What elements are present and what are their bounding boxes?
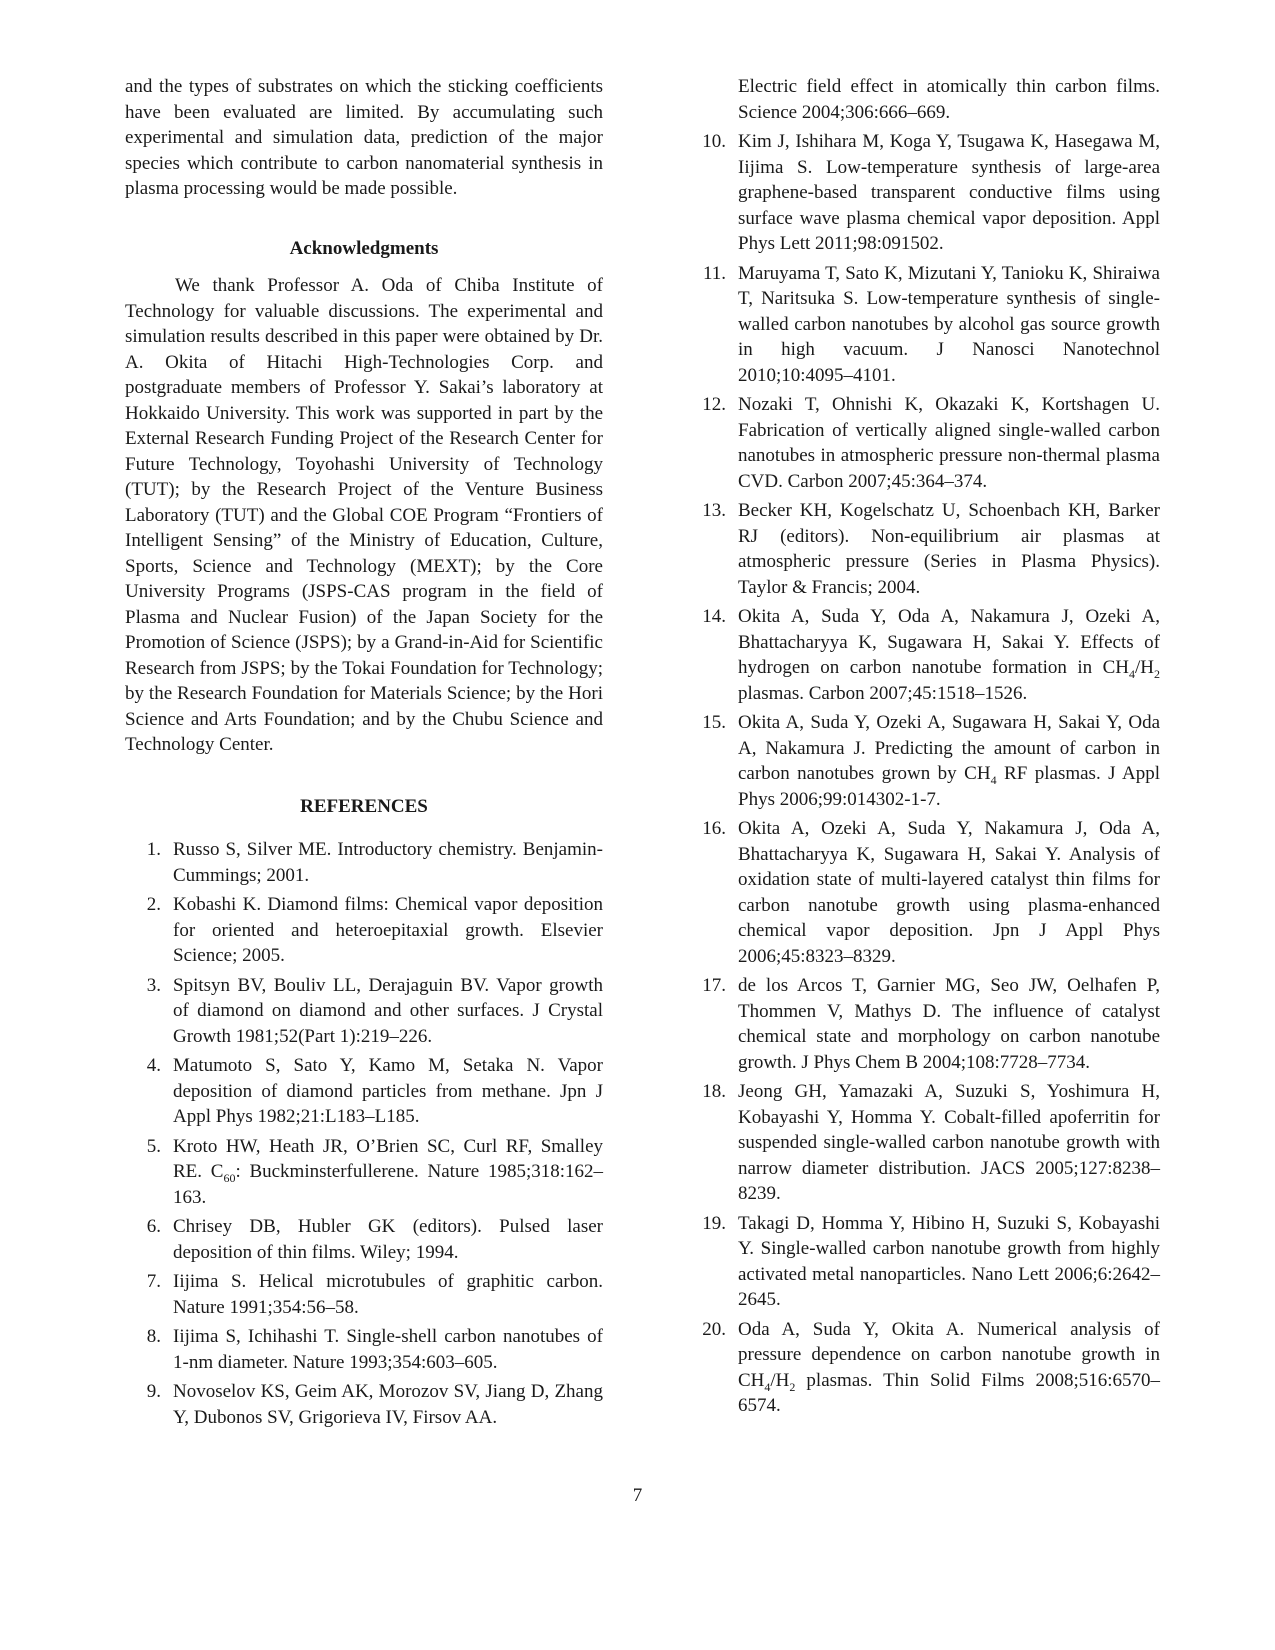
reference-text-pre: Okita A, Suda Y, Oda A, Nakamura J, Ozeki A, Bhattacharyya K, Sugawara H, Sakai Y. Effects of hydrogen on carbon nanotube formation in CH [738, 606, 1160, 678]
reference-number: 19. [702, 1212, 726, 1234]
reference-text: Takagi D, Homma Y, Hibino H, Suzuki S, Kobayashi Y. Single-walled carbon nanotube growth from highly activated metal nanoparticles. Nano Lett 2006;6:2642–2645. [738, 1212, 1160, 1310]
reference-number: 8. [146, 1326, 161, 1347]
reference-number: 4. [146, 1055, 161, 1076]
reference-text-post: plasmas. Thin Solid Films 2008;516:6570–6574. [738, 1369, 1160, 1416]
subscript: 4 [1129, 666, 1135, 681]
subscript: 4 [990, 772, 997, 787]
reference-item [125, 1134, 603, 1211]
reference-item [690, 498, 1160, 600]
reference-text-post: : Buckminsterfullerene. Nature 1985;318:162–163. [173, 1161, 604, 1208]
reference-number: 13. [702, 500, 726, 521]
acknowledgments-heading: Acknowledgments [289, 237, 439, 259]
reference-number: 10. [702, 131, 726, 152]
reference-number: 7. [146, 1271, 161, 1292]
reference-text: Maruyama T, Sato K, Mizutani Y, Tanioku K, Shiraiwa T, Naritsuka S. Low-temperature synthesis of single-walled carbon nanotubes by alcohol gas source growth in high vacuum. J Nanosci Nanotechnol 2010;10:4095–4101. [738, 262, 1160, 386]
reference-text: Okita A, Ozeki A, Suda Y, Nakamura J, Oda A, Bhattacharyya K, Sugawara H, Sakai Y. Analysis of oxidation state of multi-layered catalyst thin films for carbon nanotube growth using plasma-enhanced chemical vapor deposition. Jpn J Appl Phys 2006;45:8323–8329. [738, 818, 1160, 967]
reference-item [125, 1214, 603, 1265]
reference-text: Chrisey DB, Hubler GK (editors). Pulsed laser deposition of thin films. Wiley; 1994. [173, 1216, 603, 1263]
reference-list-right [690, 129, 1160, 1419]
reference-text-post: RF plasmas. J Appl Phys 2006;99:014302-1-7. [738, 763, 1160, 810]
reference-text: Jeong GH, Yamazaki A, Suzuki S, Yoshimura H, Kobayashi Y, Homma Y. Cobalt-filled apoferritin for suspended single-walled carbon nanotube growth with narrow diameter distribution. JACS 2005;127:8238–8239. [738, 1081, 1160, 1204]
reference-continuation: Electric field effect in atomically thin carbon films. Science 2004;306:666–669. [738, 76, 1160, 123]
reference-number: 1. [146, 839, 161, 860]
reference-number: 11. [702, 262, 726, 284]
reference-number: 3. [146, 974, 161, 996]
reference-item [690, 973, 1160, 1075]
reference-item [690, 1079, 1160, 1207]
reference-item [125, 1269, 603, 1320]
reference-number: 16. [702, 818, 726, 839]
subscript: 60 [223, 1170, 236, 1185]
reference-item [690, 1211, 1160, 1313]
reference-text-post: plasmas. Carbon 2007;45:1518–1526. [738, 682, 1028, 704]
reference-number: 2. [146, 894, 161, 915]
reference-item [125, 973, 603, 1050]
reference-number: 9. [146, 1381, 161, 1402]
reference-number: 20. [702, 1318, 726, 1340]
reference-text: Russo S, Silver ME. Introductory chemistry. Benjamin-Cummings; 2001. [173, 839, 603, 886]
reference-text: Iijima S, Ichihashi T. Single-shell carbon nanotubes of 1-nm diameter. Nature 1993;354:603–605. [173, 1326, 603, 1373]
reference-text-pre: Kroto HW, Heath JR, O’Brien SC, Curl RF, Smalley RE. C [173, 1135, 603, 1182]
reference-number: 17. [702, 975, 726, 996]
reference-number: 6. [146, 1216, 161, 1237]
reference-number: 15. [702, 712, 726, 733]
subscript: 2 [1154, 666, 1160, 681]
reference-number: 12. [702, 394, 726, 415]
reference-item [125, 837, 603, 888]
reference-item [125, 1379, 603, 1430]
reference-text: Kim J, Ishihara M, Koga Y, Tsugawa K, Hasegawa M, Iijima S. Low-temperature synthesis of large-area graphene-based transparent conductive films using surface wave plasma chemical vapor deposition. Appl Phys Lett 2011;98:091502. [738, 131, 1160, 254]
right-column [690, 74, 1160, 1423]
reference-number: 18. [702, 1081, 726, 1102]
reference-item [690, 261, 1160, 389]
references-heading: REFERENCES [300, 795, 428, 817]
reference-number: 5. [146, 1135, 161, 1157]
reference-text-mid: /H [1135, 657, 1154, 678]
reference-text-mid: /H [770, 1369, 790, 1391]
reference-text: de los Arcos T, Garnier MG, Seo JW, Oelhafen P, Thommen V, Mathys D. The influence of catalyst chemical state and morphology on carbon nanotube growth. J Phys Chem B 2004;108:7728–7734. [738, 975, 1160, 1073]
acknowledgments-text: We thank Professor A. Oda of Chiba Institute of Technology for valuable discussions. The experimental and simulation results described in this paper were obtained by Dr. A. Okita of Hitachi High-Technologies Corp. and postgraduate members of Professor Y. Sakai’s laboratory at Hokkaido University. This work was supported in part by the External Research Funding Project of the Research Center for Future Technology, Toyohashi University of Technology (TUT); by the Research Project of the Venture Business Laboratory (TUT) and the Global COE Program “Frontiers of Intelligent Sensing” of the Ministry of Education, Culture, Sports, Science and Technology (MEXT); by the Core University Programs (JSPS-CAS program in the field of Plasma and Nuclear Fusion) of the Japan Society for the Promotion of Science (JSPS); by a Grand-in-Aid for Scientific Research from JSPS; by the Tokai Foundation for Technology; by the Research Foundation for Materials Science; by the Hori Science and Arts Foundation; and by the Chubu Science and Technology Center. [125, 275, 603, 755]
reference-item [690, 129, 1160, 257]
reference-item [690, 392, 1160, 494]
reference-item [125, 1053, 603, 1130]
reference-text: Matumoto S, Sato Y, Kamo M, Setaka N. Vapor deposition of diamond particles from methane. Jpn J Appl Phys 1982;21:L183–L185. [173, 1055, 603, 1127]
reference-text-pre: Okita A, Suda Y, Ozeki A, Sugawara H, Sakai Y, Oda A, Nakamura J. Predicting the amount of carbon in carbon nanotubes grown by CH [738, 712, 1160, 784]
reference-text: Kobashi K. Diamond films: Chemical vapor deposition for oriented and heteroepitaxial growth. Elsevier Science; 2005. [173, 894, 603, 966]
subscript: 4 [764, 1379, 771, 1394]
reference-text: Novoselov KS, Geim AK, Morozov SV, Jiang D, Zhang Y, Dubonos SV, Grigorieva IV, Firsov AA. [173, 1381, 603, 1428]
reference-item [690, 1317, 1160, 1419]
subscript: 2 [789, 1379, 796, 1394]
reference-list-left [125, 837, 603, 1430]
page-number: 7 [632, 1485, 643, 1506]
reference-item [690, 604, 1160, 706]
intro-paragraph: and the types of substrates on which the sticking coefficients have been evaluated are limited. By accumulating such experimental and simulation data, prediction of the major species which contribute to carbon nanomaterial synthesis in plasma processing would be made possible. [125, 76, 603, 199]
reference-number: 14. [702, 606, 726, 627]
reference-text-pre: Oda A, Suda Y, Okita A. Numerical analysis of pressure dependence on carbon nanotube growth in CH [738, 1318, 1160, 1391]
reference-item [125, 1324, 603, 1375]
reference-text: Spitsyn BV, Bouliv LL, Derajaguin BV. Vapor growth of diamond on diamond and other surfaces. J Crystal Growth 1981;52(Part 1):219–226. [173, 974, 603, 1047]
reference-text: Nozaki T, Ohnishi K, Okazaki K, Kortshagen U. Fabrication of vertically aligned single-walled carbon nanotubes in atmospheric pressure non-thermal plasma CVD. Carbon 2007;45:364–374. [738, 394, 1160, 492]
reference-text: Iijima S. Helical microtubules of graphitic carbon. Nature 1991;354:56–58. [173, 1271, 603, 1318]
reference-text: Becker KH, Kogelschatz U, Schoenbach KH, Barker RJ (editors). Non-equilibrium air plasmas at atmospheric pressure (Series in Plasma Physics). Taylor & Francis; 2004. [738, 500, 1160, 598]
reference-item [125, 892, 603, 969]
reference-item [690, 710, 1160, 812]
left-column [125, 74, 603, 1434]
reference-item [690, 816, 1160, 969]
